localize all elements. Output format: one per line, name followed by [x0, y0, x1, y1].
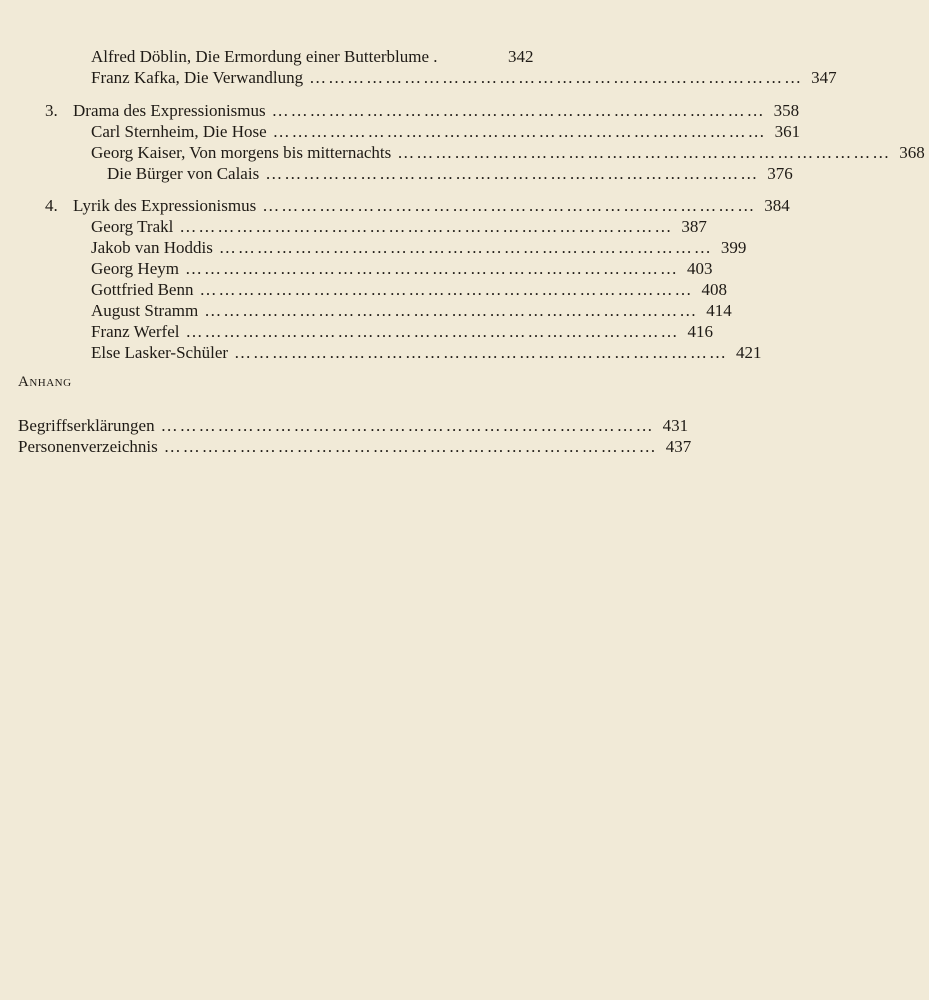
toc-entry — [18, 415, 689, 437]
toc-entry — [91, 46, 538, 68]
dot-leader: …………………………………………………………………… — [179, 217, 674, 236]
toc-entry-title: Georg Kaiser, Von morgens bis mitternachts — [91, 143, 392, 162]
toc-entry — [107, 163, 793, 185]
toc-entry-title: Jakob van Hoddis — [91, 238, 213, 257]
dot-leader: …………………………………………………………………… — [184, 259, 679, 278]
toc-section — [45, 195, 790, 217]
toc-entry-title: Georg Trakl — [91, 217, 174, 236]
section-number: 3. — [45, 101, 58, 120]
toc-entry — [91, 237, 747, 259]
dot-leader: …………………………………………………………………… — [234, 343, 729, 362]
toc-section — [45, 100, 800, 122]
dot-leader: …………………………………………………………………… — [262, 196, 757, 215]
toc-entry-title: Alfred Döblin, Die Ermordung einer Butterblume . — [91, 47, 438, 66]
toc-entry-page: 358 — [773, 101, 800, 120]
toc-entry-title: Gottfried Benn — [91, 280, 194, 299]
toc-entry-page: 399 — [720, 238, 747, 257]
toc-entry — [91, 121, 801, 143]
toc-entry-page: 387 — [681, 217, 707, 236]
toc-entry — [91, 342, 762, 364]
toc-entry-page: 376 — [767, 164, 793, 183]
toc-entry-page: 431 — [662, 416, 689, 435]
toc-entry — [18, 436, 692, 458]
toc-entry-title: Die Bürger von Calais — [107, 164, 260, 183]
section-number: 4. — [45, 196, 58, 215]
toc-entry-page: 403 — [686, 259, 713, 278]
toc-entry — [91, 67, 837, 89]
toc-entry-title: Franz Kafka, Die Verwandlung — [91, 68, 304, 87]
dot-leader: …………………………………………………………………… — [397, 143, 892, 162]
toc-entry-title: Lyrik des Expressionismus — [73, 196, 257, 215]
dot-leader: …………………………………………………………………… — [271, 101, 766, 120]
appendix-heading: Anhang — [18, 374, 72, 390]
dot-leader: …………………………………………………………………… — [272, 122, 767, 141]
dot-leader: …………………………………………………………………… — [218, 238, 713, 257]
toc-entry-title: Begriffserklärungen — [18, 416, 155, 435]
toc-entry — [91, 258, 713, 280]
toc-entry-page: 342 — [508, 47, 534, 66]
dot-leader: …………………………………………………………………… — [199, 280, 694, 299]
toc-entry-title: August Stramm — [91, 301, 199, 320]
toc-entry-page: 414 — [706, 301, 732, 320]
toc-entry — [91, 279, 727, 301]
toc-entry-title: Franz Werfel — [91, 322, 180, 341]
toc-entry — [91, 216, 707, 238]
toc-entry — [91, 321, 713, 343]
dot-leader: …………………………………………………………………… — [185, 322, 680, 341]
toc-entry-title: Carl Sternheim, Die Hose — [91, 122, 267, 141]
dot-leader: …………………………………………………………………… — [163, 437, 658, 456]
toc-entry-title: Else Lasker-Schüler — [91, 343, 229, 362]
toc-entry-page: 347 — [811, 68, 837, 87]
toc-entry — [91, 300, 732, 322]
dot-leader: …………………………………………………………………… — [204, 301, 699, 320]
dot-leader: …………………………………………………………………… — [309, 68, 804, 87]
toc-entry-title: Georg Heym — [91, 259, 179, 278]
toc-entry-title: Drama des Expressionismus — [73, 101, 266, 120]
toc-entry-page: 384 — [764, 196, 790, 215]
toc-entry — [91, 142, 925, 164]
toc-entry-page: 437 — [665, 437, 692, 456]
dot-leader: …………………………………………………………………… — [160, 416, 655, 435]
toc-entry-page: 421 — [736, 343, 762, 362]
dot-leader: …………………………………………………………………… — [265, 164, 760, 183]
toc-entry-title: Personenverzeichnis — [18, 437, 158, 456]
toc-entry-page: 416 — [687, 322, 713, 341]
toc-entry-page: 368 — [899, 143, 925, 162]
toc-entry-page: 408 — [701, 280, 727, 299]
toc-entry-page: 361 — [774, 122, 801, 141]
